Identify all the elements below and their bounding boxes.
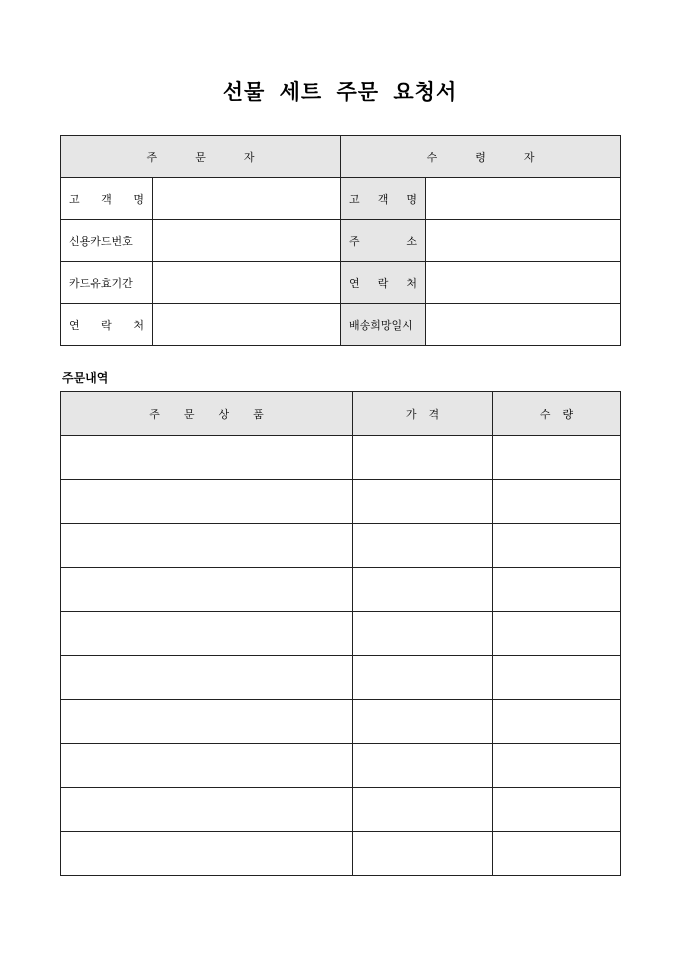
orderer-header: 주 문 자 [61, 136, 341, 178]
quantity-cell[interactable] [493, 788, 621, 832]
price-cell[interactable] [353, 656, 493, 700]
order-items-table [60, 391, 621, 876]
table-row [61, 524, 621, 568]
recipient-name-field[interactable] [426, 178, 621, 220]
orderer-label-card-number: 신용카드번호 [61, 220, 153, 262]
recipient-label-delivery-datetime: 배송희망일시 [341, 304, 426, 346]
price-cell[interactable] [353, 788, 493, 832]
quantity-cell[interactable] [493, 700, 621, 744]
recipient-header: 수 령 자 [341, 136, 621, 178]
price-cell[interactable] [353, 568, 493, 612]
recipient-label-address: 주 소 [341, 220, 426, 262]
table-row [61, 480, 621, 524]
orderer-recipient-table [60, 135, 621, 346]
orderer-name-field[interactable] [153, 178, 341, 220]
product-cell[interactable] [61, 480, 353, 524]
document-title: 선물 세트 주문 요청서 [222, 79, 458, 104]
product-cell[interactable] [61, 700, 353, 744]
quantity-cell[interactable] [493, 524, 621, 568]
quantity-cell[interactable] [493, 832, 621, 876]
product-cell[interactable] [61, 612, 353, 656]
orderer-label-contact: 연 락 처 [61, 304, 153, 346]
price-cell[interactable] [353, 700, 493, 744]
product-cell[interactable] [61, 436, 353, 480]
order-rows [61, 436, 621, 876]
price-cell[interactable] [353, 744, 493, 788]
orderer-contact-field[interactable] [153, 304, 341, 346]
order-details-label: 주문내역 [62, 371, 109, 385]
table-row [61, 656, 621, 700]
quantity-cell[interactable] [493, 436, 621, 480]
quantity-cell[interactable] [493, 656, 621, 700]
orderer-label-card-expiry: 카드유효기간 [61, 262, 153, 304]
card-expiry-field[interactable] [153, 262, 341, 304]
product-column-header: 주 문 상 품 [61, 392, 353, 436]
recipient-label-name: 고 객 명 [341, 178, 426, 220]
table-row [61, 744, 621, 788]
table-row [61, 788, 621, 832]
quantity-cell[interactable] [493, 480, 621, 524]
product-cell[interactable] [61, 744, 353, 788]
table-row [61, 700, 621, 744]
product-cell[interactable] [61, 788, 353, 832]
table-row [61, 612, 621, 656]
table-row [61, 568, 621, 612]
quantity-cell[interactable] [493, 744, 621, 788]
table-row [61, 436, 621, 480]
product-cell[interactable] [61, 832, 353, 876]
product-cell[interactable] [61, 656, 353, 700]
table-row [61, 832, 621, 876]
card-number-field[interactable] [153, 220, 341, 262]
recipient-contact-field[interactable] [426, 262, 621, 304]
price-column-header: 가 격 [353, 392, 493, 436]
price-cell[interactable] [353, 436, 493, 480]
quantity-column-header: 수 량 [493, 392, 621, 436]
orderer-label-name: 고 객 명 [61, 178, 153, 220]
recipient-label-contact: 연 락 처 [341, 262, 426, 304]
quantity-cell[interactable] [493, 612, 621, 656]
quantity-cell[interactable] [493, 568, 621, 612]
price-cell[interactable] [353, 480, 493, 524]
price-cell[interactable] [353, 612, 493, 656]
recipient-address-field[interactable] [426, 220, 621, 262]
price-cell[interactable] [353, 832, 493, 876]
delivery-datetime-field[interactable] [426, 304, 621, 346]
product-cell[interactable] [61, 524, 353, 568]
price-cell[interactable] [353, 524, 493, 568]
product-cell[interactable] [61, 568, 353, 612]
